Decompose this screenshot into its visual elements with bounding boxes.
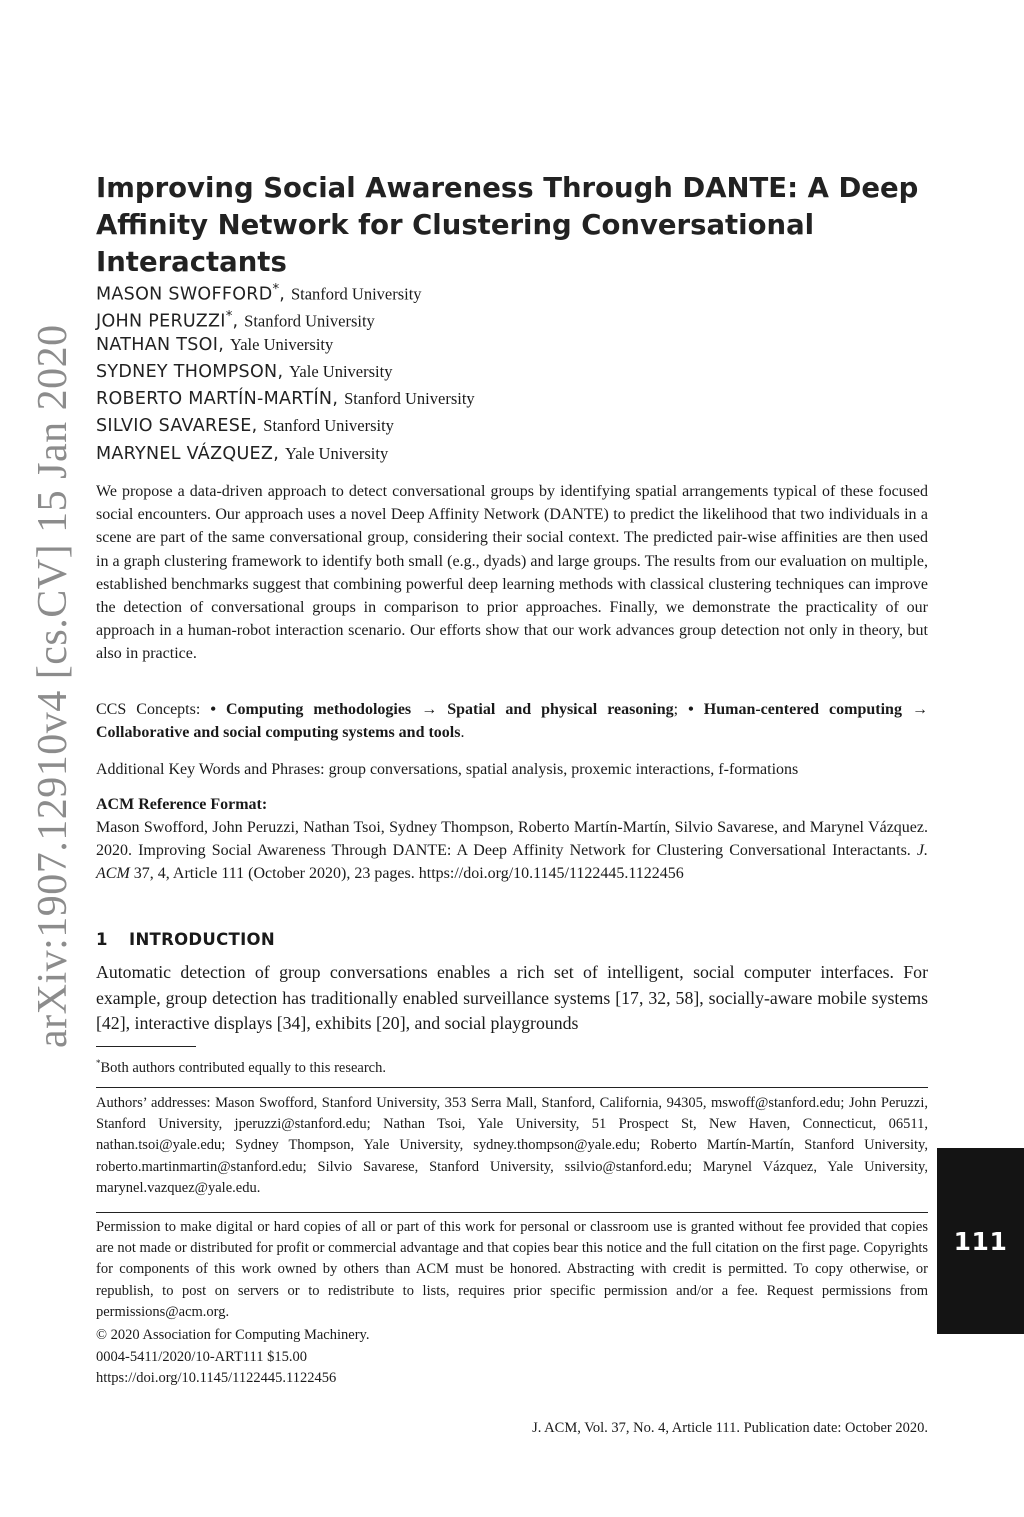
author-entry: ROBERTO MARTÍN-MARTÍN, Stanford University <box>96 389 475 410</box>
author-name: MARYNEL VÁZQUEZ <box>96 443 274 464</box>
footnote-mark: * <box>96 1058 101 1068</box>
doi-link[interactable]: https://doi.org/10.1145/1122445.1122456 <box>96 1370 337 1386</box>
author-list <box>96 276 956 467</box>
author-mark: * <box>272 282 280 297</box>
section-heading <box>96 928 275 952</box>
author-affiliation: Stanford University <box>244 311 375 331</box>
author-affiliation: Stanford University <box>344 389 475 409</box>
journal-name: J. ACM <box>96 842 928 883</box>
abstract: We propose a data-driven approach to detect conversational groups by identifying spatial arrangements typical of these focused social encounters. Our approach uses a novel Deep Affinity Network (DANTE) to predict the likelihood that two individuals in a scene are part of the same conversational group, considering their social context. The predicted pair-wise affinities are then used in a graph clustering framework to identify both small (e.g., dyads) and large groups. The results from our evaluation on multiple, established benchmarks suggest that combining powerful deep learning methods with classical clustering techniques can improve the detection of conversational groups in comparison to prior approaches. Finally, we demonstrate the practicality of our approach in a human-robot interaction scenario. Our efforts show that our work advances group detection not only in theory, but also in practice. <box>96 483 928 663</box>
intro-paragraph: Automatic detection of group conversations enables a rich set of intelligent, social computer interfaces. For example, group detection has traditionally enabled surveillance systems [17, 32, 58], socially-aware mobile systems [42], interactive displays [34], exhibits [20], and social playgrounds <box>96 962 928 1033</box>
ccs-label: CCS Concepts: <box>96 701 211 718</box>
section-number: 1 <box>96 930 108 949</box>
author-entry: SYDNEY THOMPSON, Yale University <box>96 361 393 382</box>
author-name: JOHN PERUZZI <box>96 311 226 332</box>
author-name: NATHAN TSOI <box>96 334 219 355</box>
article-number: 111 <box>953 1226 1008 1256</box>
acm-reference-label: ACM Reference Format: <box>96 796 268 813</box>
author-affiliation: Stanford University <box>263 416 394 436</box>
permission-notice: Permission to make digital or hard copies of all or part of this work for personal or classroom use is granted without fee provided that copies are not made or distributed for profit or commercial advantage and that copies bear this notice and the full citation on the first page. Copyrights for components of this work owned by others than ACM must be honored. Abstracting with credit is permitted. To copy otherwise, or republish, to post on servers or to redistribute to lists, requires prior specific permission and/or a fee. Request permissions from permissions@acm.org. <box>96 1219 928 1320</box>
author-entry: NATHAN TSOI, Yale University <box>96 334 334 355</box>
reference-doi[interactable]: 37, 4, Article 111 (October 2020), 23 pages. https://doi.org/10.1145/1122445.1122456 <box>129 865 684 883</box>
acm-reference: Mason Swofford, John Peruzzi, Nathan Tsoi, Sydney Thompson, Roberto Martín-Martín, Silvio Savarese, and Marynel Vázquez. 2020. Improving Social Awareness Through DANTE: A Deep Affinity Network for Clustering Conversational Interactants. J. ACM 37, 4, Article 111 (October 2020), 23 pages. https://doi.org/10.1145/1122445.1122456 <box>96 819 928 883</box>
addresses-divider <box>96 1087 928 1088</box>
ccs-concept: Human-centered computing <box>703 701 902 718</box>
issn-line: 0004-5411/2020/10-ART111 $15.00 <box>96 1349 307 1365</box>
copyright-line: © 2020 Association for Computing Machinery. <box>96 1327 370 1343</box>
author-affiliation: Yale University <box>229 334 334 354</box>
author-entry: MASON SWOFFORD*, Stanford University <box>96 282 422 305</box>
author-affiliation: Yale University <box>289 361 393 381</box>
author-entry: JOHN PERUZZI*, Stanford University <box>96 309 375 332</box>
section-title: INTRODUCTION <box>129 930 275 949</box>
ccs-concept: Spatial and physical reasoning <box>447 701 674 718</box>
ccs-concepts: CCS Concepts: • Computing methodologies → Spatial and physical reasoning; • Human-centered computing → Collaborative and social computing systems and tools. <box>96 701 928 742</box>
author-name: MASON SWOFFORD <box>96 284 273 305</box>
author-affiliation: Yale University <box>284 443 389 463</box>
footnote-divider <box>96 1046 196 1047</box>
author-name: SYDNEY THOMPSON <box>96 361 278 382</box>
ccs-concept: Collaborative and social computing systems and tools <box>96 724 461 742</box>
author-entry: SILVIO SAVARESE, Stanford University <box>96 416 394 437</box>
keywords: Additional Key Words and Phrases: group conversations, spatial analysis, proxemic interactions, f-formations <box>96 761 799 778</box>
author-addresses: Authors’ addresses: Mason Swofford, Stanford University, 353 Serra Mall, Stanford, California, 94305, mswoff@stanford.edu; John Peruzzi, Stanford University, jperuzzi@stanford.edu; Nathan Tsoi, Yale University, 51 Prospect St, New Haven, Connecticut, 06511, nathan.tsoi@yale.edu; Sydney Thompson, Yale University, sydney.thompson@yale.edu; Roberto Martín-Martín, Stanford University, roberto.martinmartin@stanford.edu; Silvio Savarese, Stanford University, ssilvio@stanford.edu; Marynel Vázquez, Yale University, marynel.vazquez@yale.edu. <box>96 1095 928 1196</box>
author-affiliation: Stanford University <box>290 284 422 304</box>
paper-title: Improving Social Awareness Through DANTE: A Deep Affinity Network for Clustering Conversational Interactants <box>96 172 919 278</box>
article-number-tab <box>937 1148 1024 1334</box>
author-mark: * <box>225 309 233 325</box>
author-name: ROBERTO MARTÍN-MARTÍN <box>96 389 333 410</box>
arxiv-stamp: arXiv:1907.12910v4 [cs.CV] 15 Jan 2020 <box>30 324 76 1048</box>
author-entry: MARYNEL VÁZQUEZ, Yale University <box>96 443 389 464</box>
ccs-concept: Computing methodologies <box>225 701 412 718</box>
journal-footer: J. ACM, Vol. 37, No. 4, Article 111. Publication date: October 2020. <box>532 1420 928 1436</box>
footnote: *Both authors contributed equally to this research. <box>96 1058 386 1076</box>
permission-divider <box>96 1212 928 1213</box>
author-name: SILVIO SAVARESE <box>96 416 252 437</box>
